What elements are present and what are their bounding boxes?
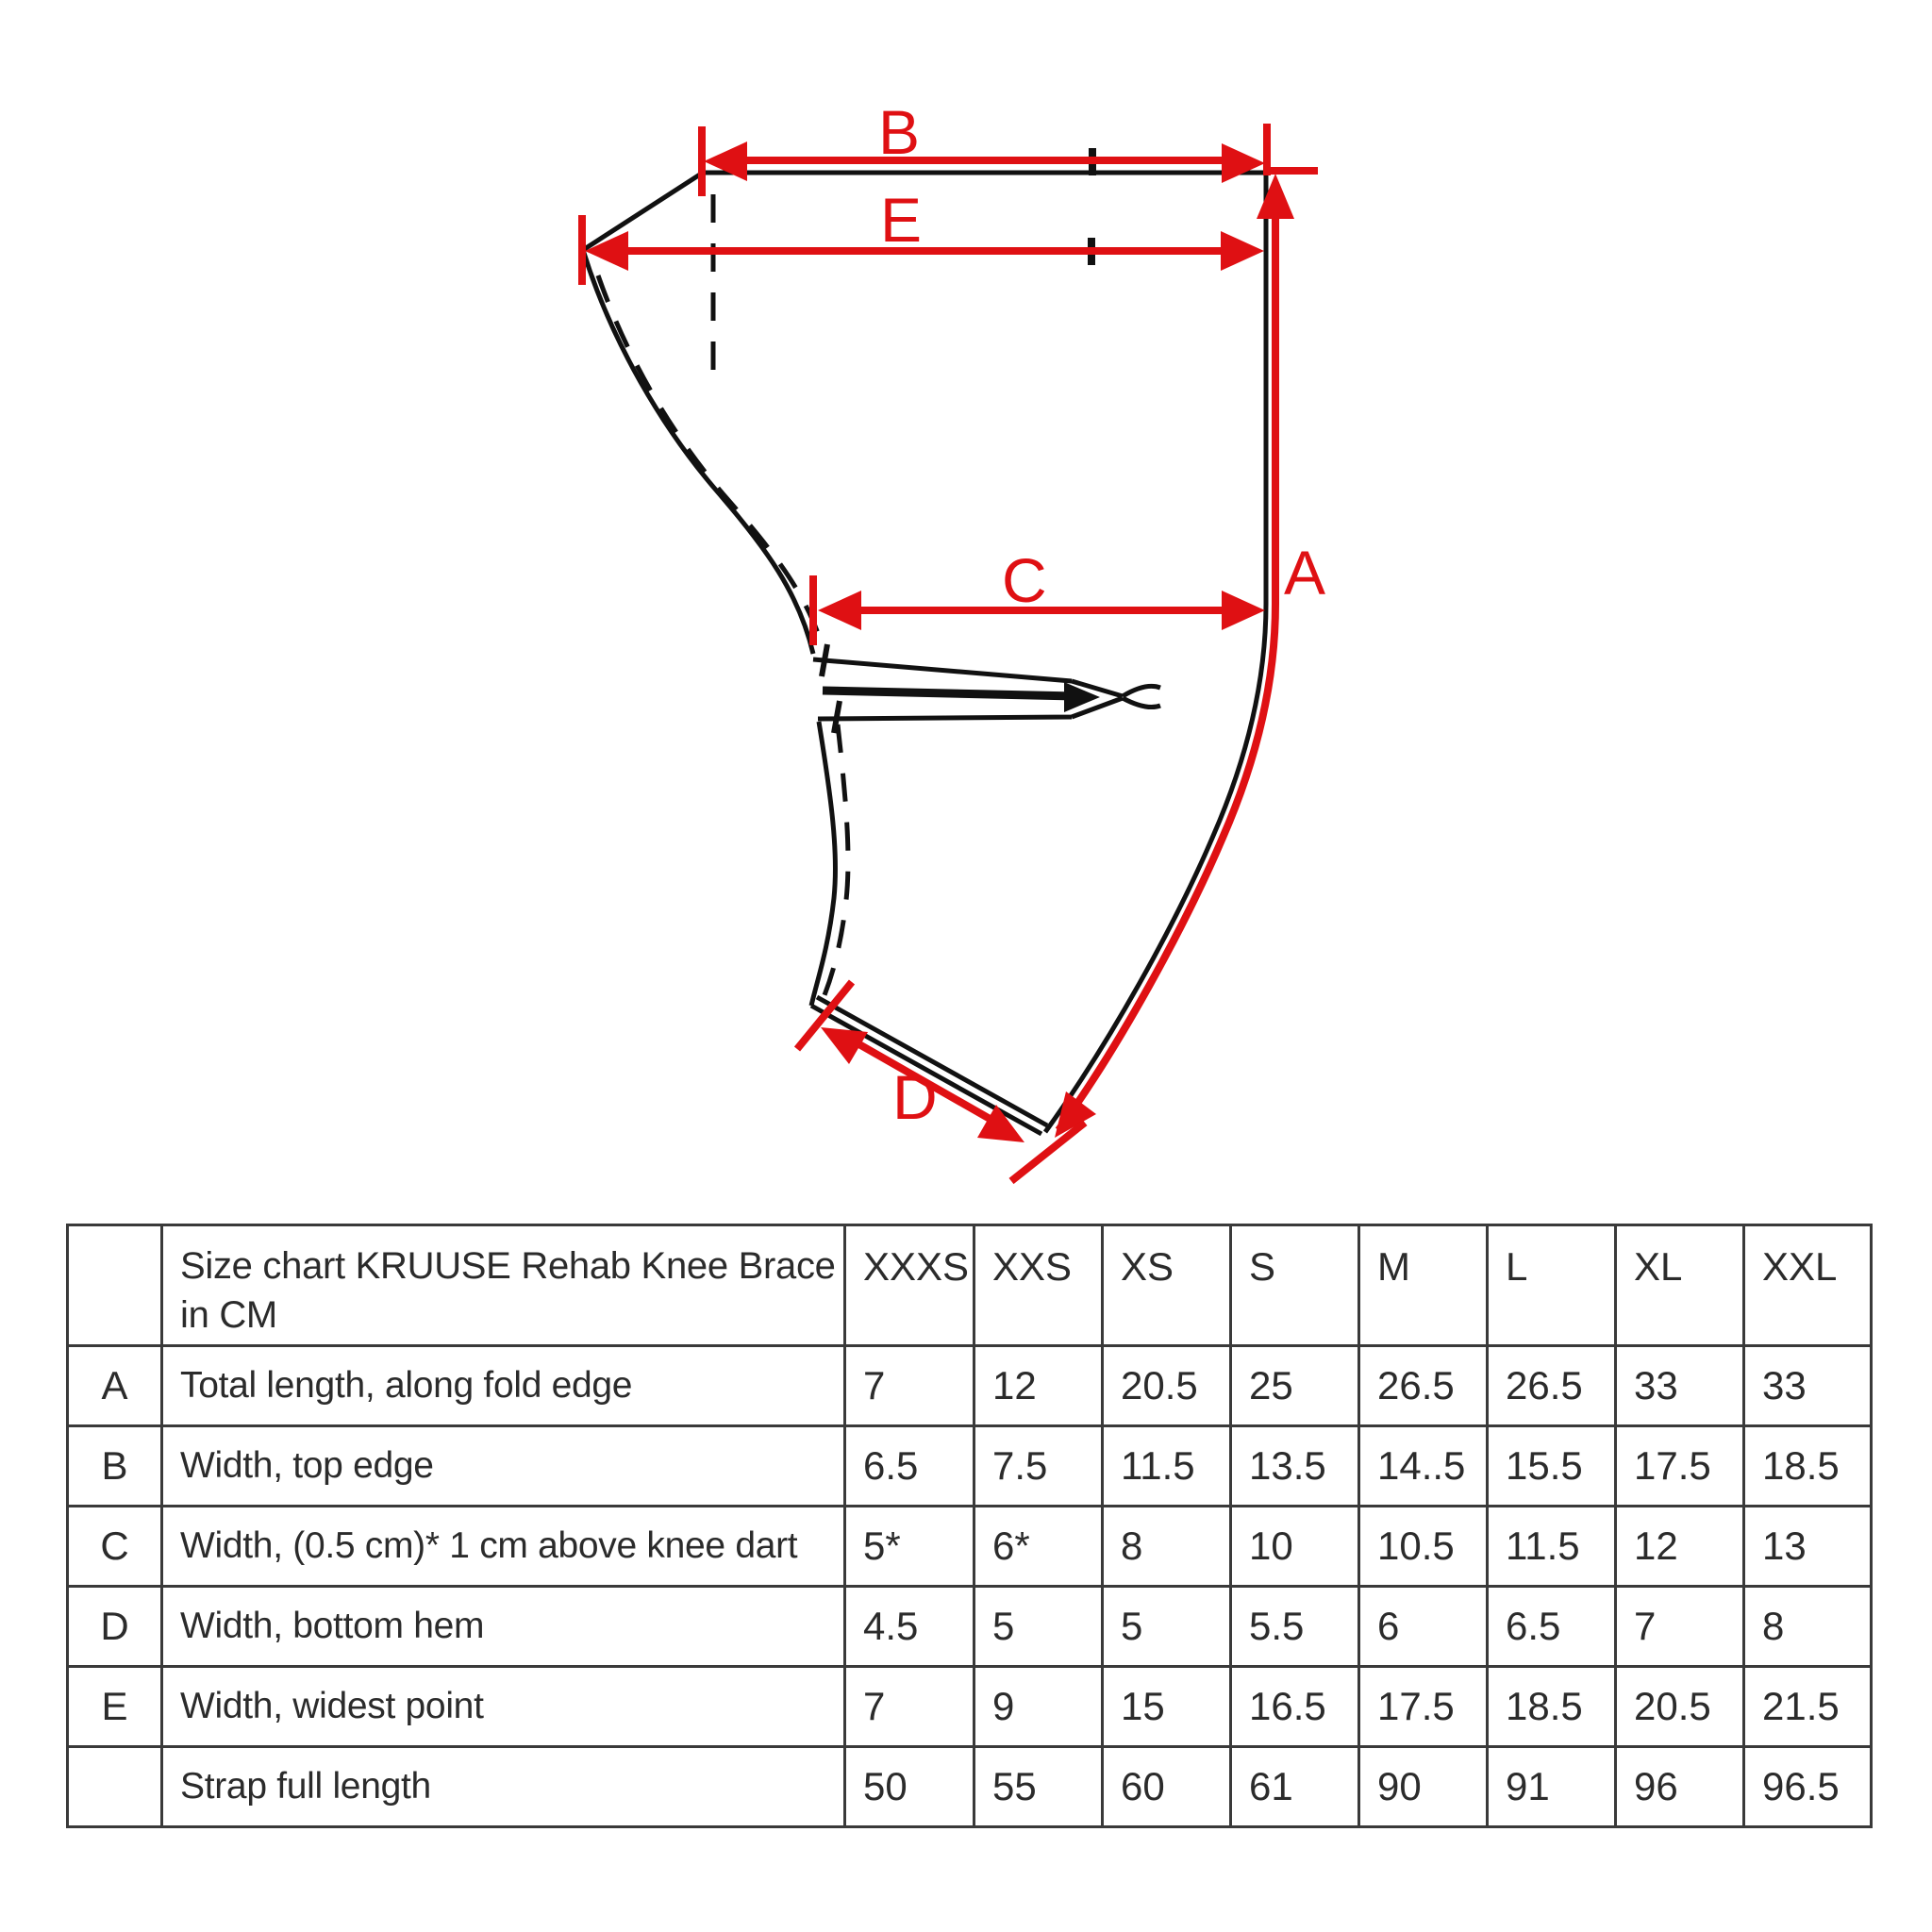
row-label: Total length, along fold edge bbox=[162, 1346, 845, 1426]
value-cell: 5.5 bbox=[1231, 1587, 1359, 1667]
pattern-left-lower-curve bbox=[811, 722, 836, 1006]
value-cell: 10 bbox=[1231, 1507, 1359, 1587]
size-header-xxs: XXS bbox=[974, 1225, 1103, 1346]
row-key bbox=[68, 1747, 162, 1827]
value-cell: 7 bbox=[1616, 1587, 1744, 1667]
dimension-A-arrow-top bbox=[1257, 174, 1294, 219]
value-cell: 26.5 bbox=[1359, 1346, 1488, 1426]
value-cell: 90 bbox=[1359, 1747, 1488, 1827]
value-cell: 61 bbox=[1231, 1747, 1359, 1827]
value-cell: 33 bbox=[1744, 1346, 1872, 1426]
value-cell: 8 bbox=[1744, 1587, 1872, 1667]
row-label: Width, top edge bbox=[162, 1426, 845, 1507]
value-cell: 18.5 bbox=[1488, 1667, 1616, 1747]
size-header-xxxs: XXXS bbox=[845, 1225, 974, 1346]
value-cell: 9 bbox=[974, 1667, 1103, 1747]
value-cell: 8 bbox=[1103, 1507, 1231, 1587]
value-cell: 4.5 bbox=[845, 1587, 974, 1667]
table-row-strap bbox=[68, 1747, 1872, 1827]
dimension-E-arrow-right bbox=[1221, 231, 1264, 271]
value-cell: 13 bbox=[1744, 1507, 1872, 1587]
knee-dart-fishtail bbox=[1123, 686, 1160, 707]
value-cell: 7 bbox=[845, 1667, 974, 1747]
size-header-l: L bbox=[1488, 1225, 1616, 1346]
row-label: Width, bottom hem bbox=[162, 1587, 845, 1667]
size-header-m: M bbox=[1359, 1225, 1488, 1346]
row-label: Strap full length bbox=[162, 1747, 845, 1827]
size-header-xl: XL bbox=[1616, 1225, 1744, 1346]
value-cell: 11.5 bbox=[1488, 1507, 1616, 1587]
row-label: Width, (0.5 cm)* 1 cm above knee dart bbox=[162, 1507, 845, 1587]
value-cell: 6* bbox=[974, 1507, 1103, 1587]
pattern-topleft-slant bbox=[583, 173, 703, 250]
table-row-c bbox=[68, 1507, 1872, 1587]
table-row-d bbox=[68, 1587, 1872, 1667]
value-cell: 15.5 bbox=[1488, 1426, 1616, 1507]
value-cell: 5 bbox=[1103, 1587, 1231, 1667]
value-cell: 20.5 bbox=[1103, 1346, 1231, 1426]
table-row-b bbox=[68, 1426, 1872, 1507]
value-cell: 11.5 bbox=[1103, 1426, 1231, 1507]
knee-dart-centerline bbox=[823, 691, 1075, 696]
table-header-row bbox=[68, 1225, 1872, 1346]
value-cell: 6 bbox=[1359, 1587, 1488, 1667]
table-row-a bbox=[68, 1346, 1872, 1426]
value-cell: 21.5 bbox=[1744, 1667, 1872, 1747]
label-A: A bbox=[1284, 538, 1326, 608]
value-cell: 25 bbox=[1231, 1346, 1359, 1426]
value-cell: 33 bbox=[1616, 1346, 1744, 1426]
value-cell: 7 bbox=[845, 1346, 974, 1426]
dimension-B-arrow-left bbox=[704, 142, 747, 181]
label-D: D bbox=[892, 1062, 938, 1132]
value-cell: 14..5 bbox=[1359, 1426, 1488, 1507]
value-cell: 96.5 bbox=[1744, 1747, 1872, 1827]
value-cell: 26.5 bbox=[1488, 1346, 1616, 1426]
row-label: Width, widest point bbox=[162, 1667, 845, 1747]
pattern-left-upper-curve bbox=[583, 250, 813, 654]
value-cell: 91 bbox=[1488, 1747, 1616, 1827]
value-cell: 18.5 bbox=[1744, 1426, 1872, 1507]
value-cell: 20.5 bbox=[1616, 1667, 1744, 1747]
row-key: D bbox=[68, 1587, 162, 1667]
label-B: B bbox=[878, 97, 921, 167]
value-cell: 17.5 bbox=[1359, 1667, 1488, 1747]
size-chart-table bbox=[66, 1224, 1873, 1828]
row-key: B bbox=[68, 1426, 162, 1507]
row-key: C bbox=[68, 1507, 162, 1587]
corner-cell bbox=[68, 1225, 162, 1346]
value-cell: 15 bbox=[1103, 1667, 1231, 1747]
dimension-B-arrow-right bbox=[1222, 143, 1265, 183]
size-header-xxl: XXL bbox=[1744, 1225, 1872, 1346]
value-cell: 5 bbox=[974, 1587, 1103, 1667]
size-header-xs: XS bbox=[1103, 1225, 1231, 1346]
value-cell: 5* bbox=[845, 1507, 974, 1587]
pattern-right-edge bbox=[1045, 173, 1266, 1132]
value-cell: 60 bbox=[1103, 1747, 1231, 1827]
value-cell: 13.5 bbox=[1231, 1426, 1359, 1507]
dimension-B-tick-right bbox=[1267, 124, 1318, 175]
value-cell: 6.5 bbox=[1488, 1587, 1616, 1667]
dimension-C-arrow-left bbox=[818, 591, 861, 630]
value-cell: 16.5 bbox=[1231, 1667, 1359, 1747]
dimension-A-line bbox=[1058, 213, 1275, 1130]
dimension-E bbox=[582, 215, 1264, 285]
value-cell: 12 bbox=[974, 1346, 1103, 1426]
value-cell: 50 bbox=[845, 1747, 974, 1827]
label-C: C bbox=[1002, 545, 1047, 615]
size-header-s: S bbox=[1231, 1225, 1359, 1346]
table-row-e bbox=[68, 1667, 1872, 1747]
value-cell: 6.5 bbox=[845, 1426, 974, 1507]
label-E: E bbox=[880, 185, 923, 255]
dimension-C-arrow-right bbox=[1222, 591, 1265, 630]
value-cell: 96 bbox=[1616, 1747, 1744, 1827]
dimension-B bbox=[702, 124, 1318, 196]
value-cell: 55 bbox=[974, 1747, 1103, 1827]
value-cell: 12 bbox=[1616, 1507, 1744, 1587]
row-key: E bbox=[68, 1667, 162, 1747]
value-cell: 7.5 bbox=[974, 1426, 1103, 1507]
row-key: A bbox=[68, 1346, 162, 1426]
table-title: Size chart KRUUSE Rehab Knee Brace in CM bbox=[162, 1225, 845, 1346]
value-cell: 10.5 bbox=[1359, 1507, 1488, 1587]
value-cell: 17.5 bbox=[1616, 1426, 1744, 1507]
